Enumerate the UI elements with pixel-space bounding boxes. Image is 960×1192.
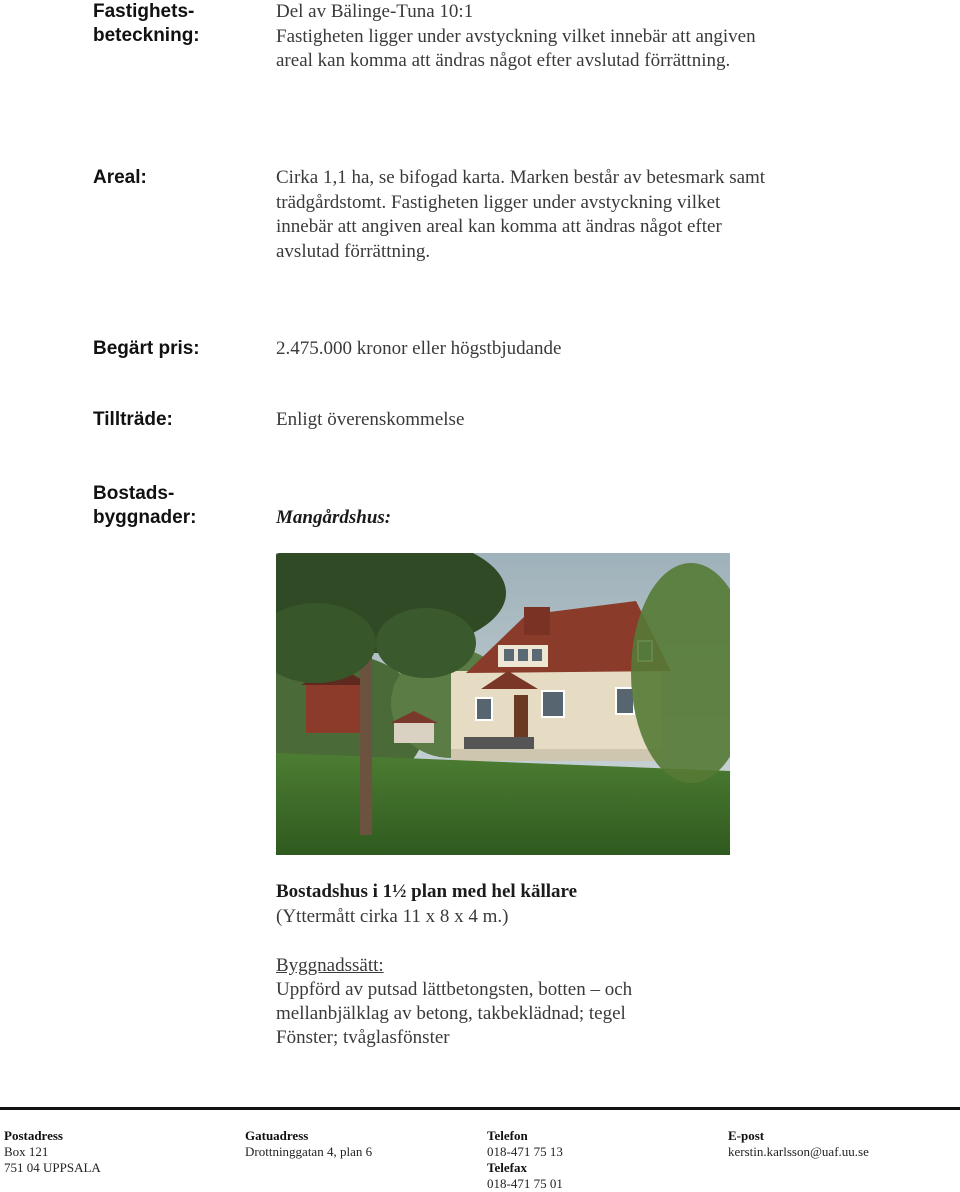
footer-heading: E-post bbox=[728, 1128, 765, 1143]
footer-heading: Telefax bbox=[487, 1160, 527, 1175]
tilltrade-value: Enligt överenskommelse bbox=[276, 409, 465, 430]
pris-label: Begärt pris: bbox=[93, 338, 200, 359]
footer-divider bbox=[0, 1107, 960, 1110]
mangardshus-heading: Mangårdshus: bbox=[276, 507, 392, 528]
fastighetsbeteckning-value bbox=[276, 0, 766, 74]
label-line: beteckning: bbox=[93, 25, 200, 46]
property-name: Del av Bälinge-Tuna 10:1 bbox=[276, 1, 474, 22]
byggnadssatt-line: Uppförd av putsad lättbetongsten, botten – och bbox=[276, 979, 633, 1000]
footer-text: Drottninggatan 4, plan 6 bbox=[245, 1144, 373, 1159]
footer-text: 018-471 75 01 bbox=[487, 1176, 563, 1191]
property-note: Fastigheten ligger under avstyckning vilket innebär att angiven areal kan komma att ändras något efter avslutad förrättning. bbox=[276, 25, 756, 71]
footer-heading: Gatuadress bbox=[245, 1128, 309, 1143]
tilltrade-label: Tillträde: bbox=[93, 409, 173, 430]
house-caption-title: Bostadshus i 1½ plan med hel källare bbox=[276, 881, 578, 902]
house-photo-illustration bbox=[276, 553, 730, 855]
footer-text: 751 04 UPPSALA bbox=[4, 1160, 101, 1175]
pris-value: 2.475.000 kronor eller högstbjudande bbox=[276, 338, 562, 359]
footer-heading: Telefon bbox=[487, 1128, 528, 1143]
house-caption-dimensions: (Yttermått cirka 11 x 8 x 4 m.) bbox=[276, 906, 509, 927]
byggnadssatt-line: Fönster; tvåglasfönster bbox=[276, 1027, 450, 1048]
footer-text: 018-471 75 13 bbox=[487, 1144, 563, 1159]
house-photo bbox=[276, 553, 730, 855]
label-line: byggnader: bbox=[93, 507, 197, 528]
fastighetsbeteckning-label bbox=[93, 0, 263, 48]
label-line: Fastighets- bbox=[93, 1, 195, 22]
byggnadssatt-label: Byggnadssätt: bbox=[276, 955, 384, 976]
footer-postadress bbox=[4, 1128, 224, 1176]
footer-epost bbox=[728, 1128, 956, 1160]
byggnadssatt-line: mellanbjälklag av betong, takbeklädnad; tegel bbox=[276, 1003, 626, 1024]
email-link[interactable]: kerstin.karlsson@uaf.uu.se bbox=[728, 1144, 869, 1159]
areal-label: Areal: bbox=[93, 167, 147, 188]
footer-telefon bbox=[487, 1128, 707, 1192]
bostadsbyggnader-label bbox=[93, 482, 263, 530]
areal-value: Cirka 1,1 ha, se bifogad karta. Marken består av betesmark samt trädgårdstomt. Fastigheten ligger under avstyckning vilket innebär att angiven areal kan komma att ändras något efter avslutad förrättning. bbox=[276, 167, 766, 262]
footer-text: Box 121 bbox=[4, 1144, 49, 1159]
label-line: Bostads- bbox=[93, 483, 175, 504]
footer-gatuadress bbox=[245, 1128, 465, 1160]
footer-heading: Postadress bbox=[4, 1128, 63, 1143]
